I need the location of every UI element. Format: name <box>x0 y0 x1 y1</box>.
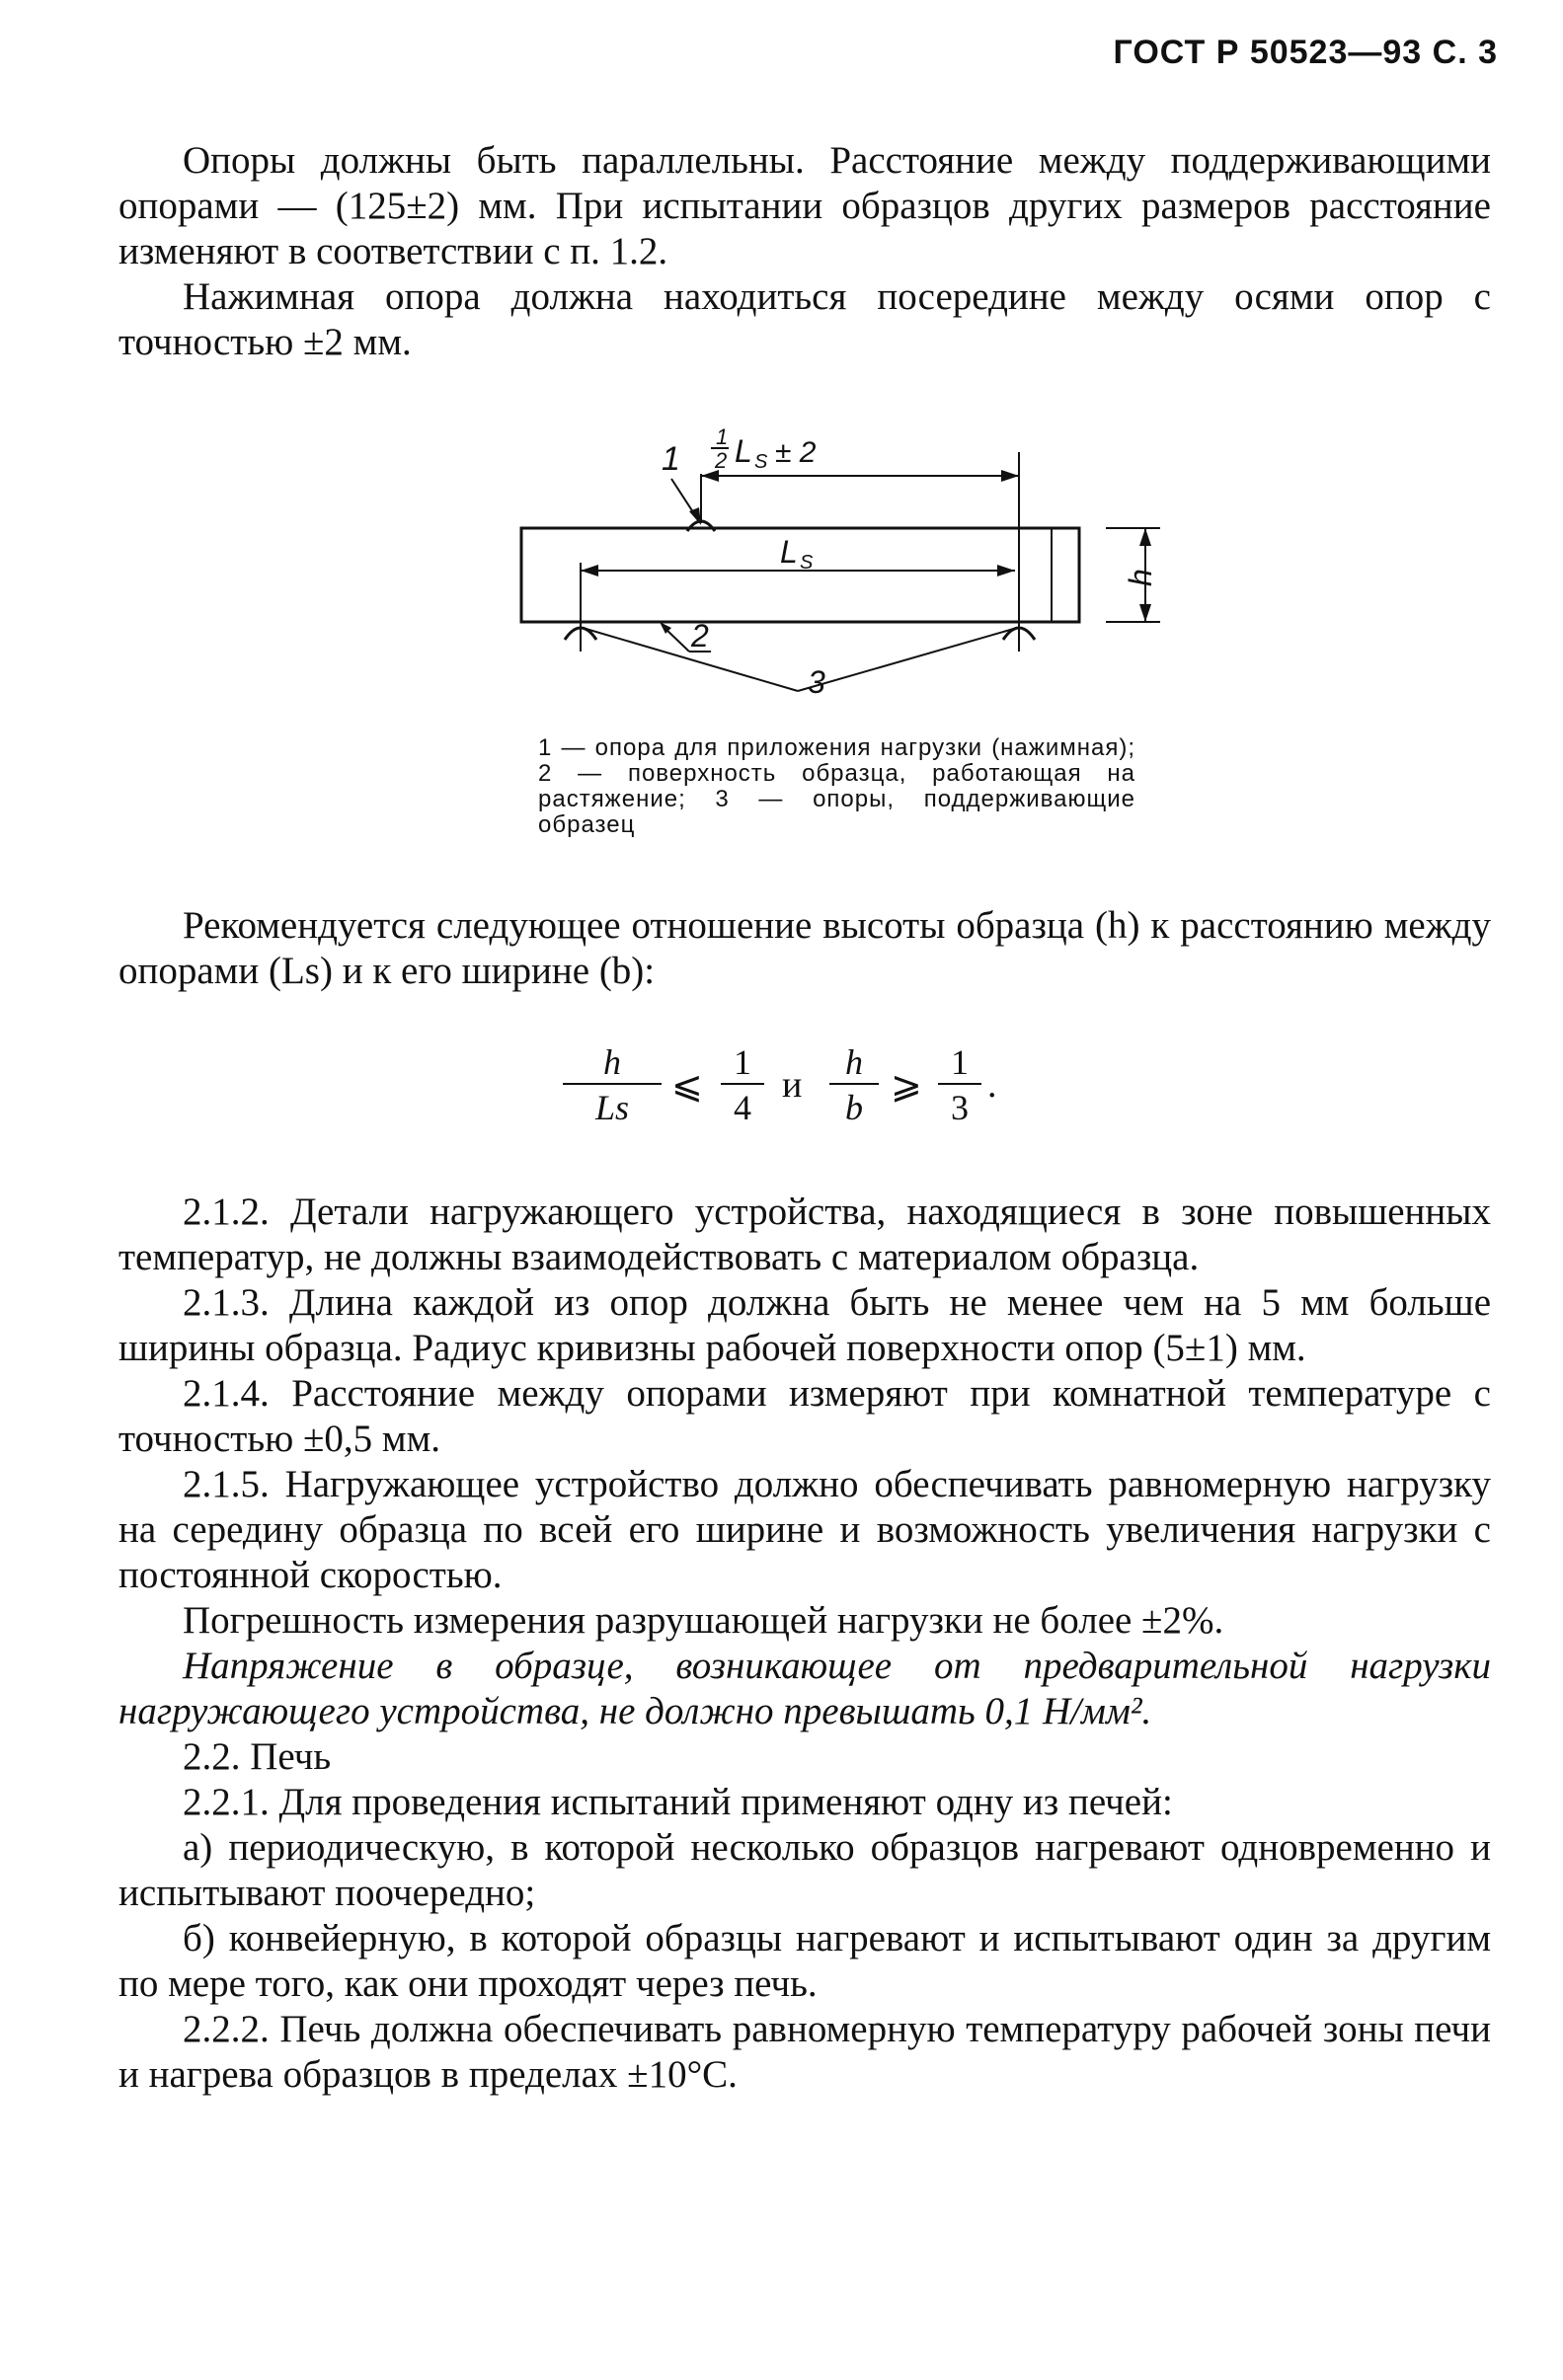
paragraph: 2.1.2. Детали нагружающего устройства, находящиеся в зоне повышенных температур, не должны взаимодействовать с материалом образца. <box>118 1190 1491 1278</box>
paragraph: 2.1.4. Расстояние между опорами измеряют при комнатной температуре с точностью ±0,5 мм. <box>118 1372 1491 1460</box>
label-ls-top-sub: S <box>754 451 768 473</box>
label-1: 1 <box>662 440 680 478</box>
list-item: б) конвейерную, в которой образцы нагревают и испытывают один за другим по мере того, как они проходят через печь. <box>118 1917 1491 2005</box>
list-item: а) периодическую, в которой несколько образцов нагревают одновременно и испытывают поочередно; <box>118 1826 1491 1914</box>
paragraph: 2.2.2. Печь должна обеспечивать равномерную температуру рабочей зоны печи и нагрева образцов в пределах ±10°С. <box>118 2008 1491 2096</box>
page-header: ГОСТ Р 50523—93 С. 3 <box>1113 34 1498 71</box>
label-half-num: 1 <box>716 424 729 449</box>
label-ls-mid-sub: S <box>800 552 814 574</box>
fraction-1-4: 1 4 <box>721 1041 764 1130</box>
label-ls-top: L <box>735 433 752 469</box>
label-2: 2 <box>691 618 709 653</box>
specimen-rect <box>521 528 1079 622</box>
paragraph: 2.1.5. Нагружающее устройство должно обеспечивать равномерную нагрузку на середину образца по всей его ширине и возможность увеличения нагрузки с постоянной скоростью. <box>118 1463 1491 1596</box>
formula-period: . <box>987 1064 997 1106</box>
figure-caption: 1 — опора для приложения нагрузки (нажимная); 2 — поверхность образца, работающая на растяжение; 3 — опоры, поддерживающие образец <box>538 734 1135 838</box>
paragraph: 2.1.3. Длина каждой из опор должна быть не менее чем на 5 мм больше ширины образца. Радиус кривизны рабочей поверхности опор (5±1) мм. <box>118 1281 1491 1369</box>
body-text <box>118 1190 1491 2098</box>
label-half-den: 2 <box>715 448 728 473</box>
and-word: и <box>782 1064 803 1106</box>
section-heading: 2.2. Печь <box>183 1735 332 1778</box>
label-ls-mid: L <box>780 534 798 570</box>
paragraph: Погрешность измерения разрушающей нагрузки не более ±2%. <box>183 1599 1224 1642</box>
paragraph: 2.2.1. Для проведения испытаний применяют одну из печей: <box>183 1781 1173 1823</box>
paragraph: Опоры должны быть параллельны. Расстояние между поддерживающими опорами — (125±2) мм. При испытании образцов других размеров расстояние изменяют в соответствии с п. 1.2. <box>118 139 1491 272</box>
bending-test-diagram <box>513 424 1185 721</box>
geq-sign: ⩾ <box>891 1065 922 1107</box>
recommend-text <box>118 903 1491 994</box>
ratio-formula <box>563 1041 1076 1150</box>
paragraph: Нажимная опора должна находиться посередине между осями опор с точностью ±2 мм. <box>118 275 1491 363</box>
fraction-h-b: h b <box>829 1041 879 1130</box>
label-3: 3 <box>808 664 825 700</box>
leq-sign: ⩽ <box>671 1065 703 1107</box>
intro-text <box>118 138 1491 365</box>
paragraph-italic: Напряжение в образце, возникающее от предварительной нагрузки нагружающего устройства, не должно превышать 0,1 Н/мм². <box>118 1645 1491 1732</box>
paragraph: Рекомендуется следующее отношение высоты образца (h) к расстоянию между опорами (Ls) и к его ширине (b): <box>118 904 1491 992</box>
label-h: h <box>1123 569 1158 586</box>
fraction-h-ls: h Ls <box>563 1041 662 1130</box>
fraction-1-3: 1 3 <box>938 1041 981 1130</box>
label-pm2: ± 2 <box>775 436 817 469</box>
